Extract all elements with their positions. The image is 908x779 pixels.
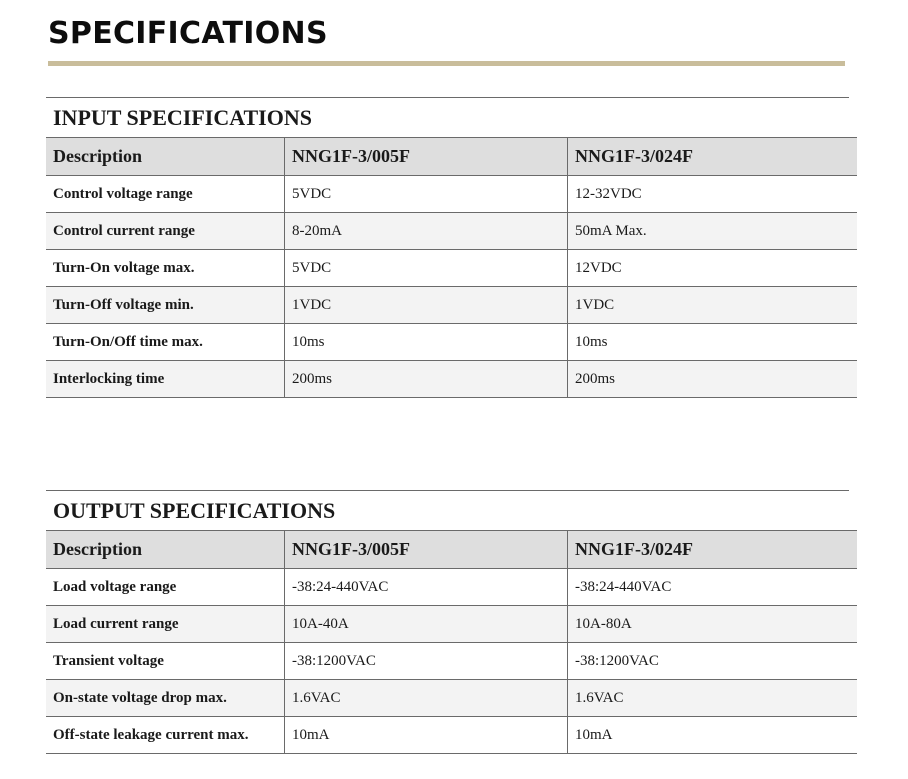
table-row xyxy=(46,324,857,361)
table-row xyxy=(46,717,857,754)
header-model-005f: NNG1F-3/005F xyxy=(285,531,568,569)
output-specifications-section xyxy=(46,490,849,754)
table-row xyxy=(46,569,857,606)
cell-value: 10ms xyxy=(285,324,568,361)
row-label: Control voltage range xyxy=(46,176,285,213)
title-rule xyxy=(48,61,845,66)
cell-value: -38:1200VAC xyxy=(568,643,858,680)
input-specifications-table xyxy=(46,137,857,398)
row-label: Load voltage range xyxy=(46,569,285,606)
cell-value: 10mA xyxy=(285,717,568,754)
cell-value: 10ms xyxy=(568,324,858,361)
table-row xyxy=(46,176,857,213)
table-row xyxy=(46,361,857,398)
row-label: Load current range xyxy=(46,606,285,643)
cell-value: 1VDC xyxy=(568,287,858,324)
header-model-024f: NNG1F-3/024F xyxy=(568,531,858,569)
cell-value: 50mA Max. xyxy=(568,213,858,250)
header-model-024f: NNG1F-3/024F xyxy=(568,138,858,176)
cell-value: 12VDC xyxy=(568,250,858,287)
row-label: Control current range xyxy=(46,213,285,250)
cell-value: 10A-80A xyxy=(568,606,858,643)
cell-value: 1.6VAC xyxy=(568,680,858,717)
cell-value: 1.6VAC xyxy=(285,680,568,717)
output-section-heading: OUTPUT SPECIFICATIONS xyxy=(53,498,336,523)
cell-value: 5VDC xyxy=(285,250,568,287)
cell-value: 1VDC xyxy=(285,287,568,324)
cell-value: -38:24-440VAC xyxy=(568,569,858,606)
table-row xyxy=(46,606,857,643)
table-row xyxy=(46,680,857,717)
page-title: SPECIFICATIONS xyxy=(48,16,328,51)
row-label: Turn-Off voltage min. xyxy=(46,287,285,324)
cell-value: -38:24-440VAC xyxy=(285,569,568,606)
input-specifications-section xyxy=(46,97,849,398)
table-header-row xyxy=(46,531,857,569)
cell-value: 10mA xyxy=(568,717,858,754)
row-label: On-state voltage drop max. xyxy=(46,680,285,717)
table-header-row xyxy=(46,138,857,176)
cell-value: 200ms xyxy=(285,361,568,398)
row-label: Off-state leakage current max. xyxy=(46,717,285,754)
header-description: Description xyxy=(46,138,285,176)
header-model-005f: NNG1F-3/005F xyxy=(285,138,568,176)
row-label: Turn-On voltage max. xyxy=(46,250,285,287)
cell-value: -38:1200VAC xyxy=(285,643,568,680)
cell-value: 10A-40A xyxy=(285,606,568,643)
cell-value: 12-32VDC xyxy=(568,176,858,213)
row-label: Transient voltage xyxy=(46,643,285,680)
table-row xyxy=(46,287,857,324)
row-label: Interlocking time xyxy=(46,361,285,398)
header-description: Description xyxy=(46,531,285,569)
cell-value: 8-20mA xyxy=(285,213,568,250)
table-row xyxy=(46,250,857,287)
cell-value: 200ms xyxy=(568,361,858,398)
table-row xyxy=(46,643,857,680)
output-specifications-table xyxy=(46,530,857,754)
table-row xyxy=(46,213,857,250)
cell-value: 5VDC xyxy=(285,176,568,213)
row-label: Turn-On/Off time max. xyxy=(46,324,285,361)
input-section-heading: INPUT SPECIFICATIONS xyxy=(53,105,312,130)
